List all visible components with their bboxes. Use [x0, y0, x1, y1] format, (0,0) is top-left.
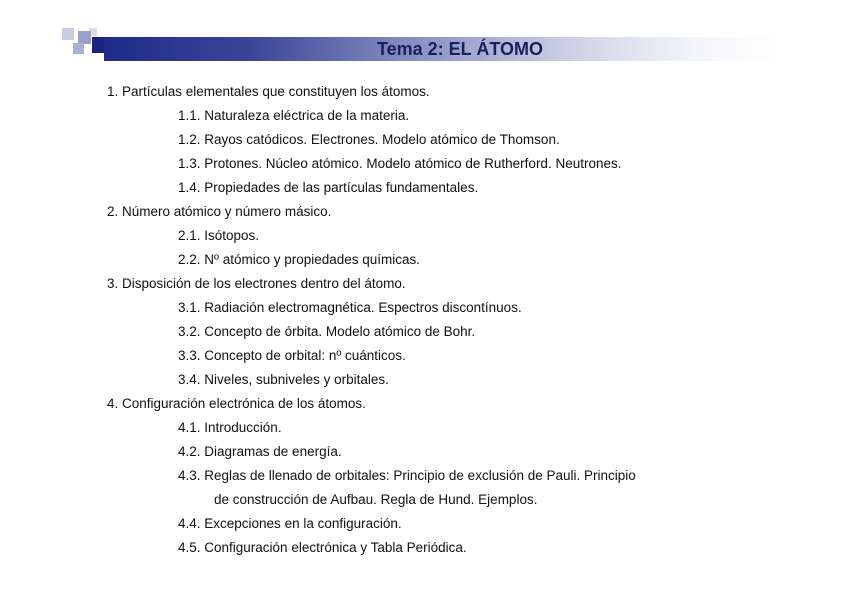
outline-item: de construcción de Aufbau. Regla de Hund. Ejemplos.: [214, 492, 538, 507]
outline-item: 3.4. Niveles, subniveles y orbitales.: [178, 372, 389, 387]
outline-item: 4.5. Configuración electrónica y Tabla Periódica.: [178, 540, 467, 555]
outline-item: 1.3. Protones. Núcleo atómico. Modelo atómico de Rutherford. Neutrones.: [178, 156, 622, 171]
slide-title: Tema 2: EL ÁTOMO: [376, 39, 544, 59]
outline-item: 4.4. Excepciones en la configuración.: [178, 516, 402, 531]
outline-item: 3. Disposición de los electrones dentro del átomo.: [107, 276, 406, 291]
outline-item: 1.2. Rayos catódicos. Electrones. Modelo atómico de Thomson.: [178, 132, 560, 147]
outline-item: 3.3. Concepto de orbital: nº cuánticos.: [178, 348, 406, 363]
outline-item: 1.4. Propiedades de las partículas fundamentales.: [178, 180, 479, 195]
outline-item: 4.2. Diagramas de energía.: [178, 444, 342, 459]
outline-item: 1. Partículas elementales que constituyen los átomos.: [107, 84, 430, 99]
outline-item: 2.2. Nº atómico y propiedades químicas.: [178, 252, 421, 267]
outline-item: 3.2. Concepto de órbita. Modelo atómico de Bohr.: [178, 324, 476, 339]
outline-item: 3.1. Radiación electromagnética. Espectros discontínuos.: [178, 300, 522, 315]
outline-item: 4.1. Introducción.: [178, 420, 282, 435]
outline-item: 1.1. Naturaleza eléctrica de la materia.: [178, 108, 410, 123]
decorative-square: [62, 28, 74, 40]
outline-item: 4.3. Reglas de llenado de orbitales: Principio de exclusión de Pauli. Principio: [178, 468, 636, 483]
outline-item: 2. Número atómico y número másico.: [107, 204, 332, 219]
outline-item: 4. Configuración electrónica de los átomos.: [107, 396, 366, 411]
decorative-square: [73, 43, 84, 54]
outline-item: 2.1. Isótopos.: [178, 228, 260, 243]
